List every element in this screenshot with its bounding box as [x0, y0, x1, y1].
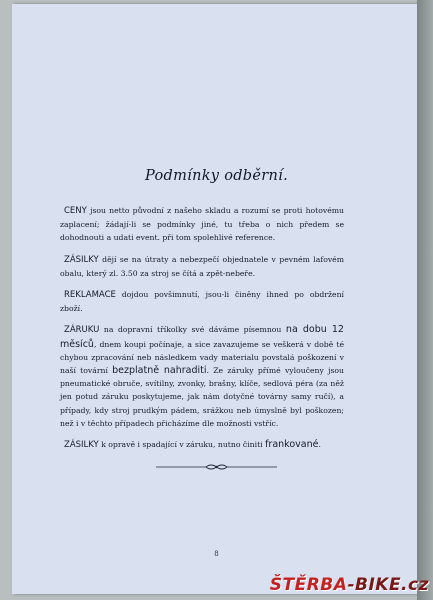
paragraph-reklamace	[60, 288, 344, 315]
page-number: 8	[214, 550, 219, 558]
paragraph-zaruku	[60, 323, 344, 430]
ornament-divider	[0, 462, 433, 472]
paragraph-text: na dopravní tříkolky své dáváme písemnou	[99, 325, 286, 335]
paragraph-zasilky-oprava	[60, 438, 344, 452]
paragraph-text: dějí se na útraty a nebezpečí objednatele v pevném lafovém obalu, který zl. 3.50 za stroj se čítá a zpět-nebeře.	[60, 254, 344, 278]
lead-word: CENY	[64, 206, 87, 216]
emphasis-text: na dobu 12 měsíců	[60, 324, 344, 350]
lead-word: ZÁSILKY	[64, 254, 99, 265]
page-edge-shadow	[417, 0, 433, 600]
emphasis-text: bezplatně nahraditi	[112, 365, 207, 377]
lead-word: REKLAMACE	[64, 290, 116, 301]
lead-word: ZÁSILKY	[64, 440, 99, 451]
paragraph-ceny	[60, 204, 344, 245]
paragraph-zasilky	[60, 253, 344, 280]
paragraph-text: .	[318, 440, 321, 450]
watermark-logo	[270, 575, 429, 595]
paragraph-text: . Ze záruky přímé vyloučeny jsou pneumatické obruče, svítilny, zvonky, brašny, klíče, sedlová péra (za něž jen potud záruku poskytujeme, jak nám dotyčné továrny samy ručí), a případy, kdy stroj prudkým pádem, srážkou neb úmyslně byl poškozen; než i v těchto případech přicházíme dle možnosti vstříc.	[60, 366, 344, 428]
paragraph-text: dojdou povšimnutí, jsou-li činěny ihned po obdržení zboží.	[60, 290, 344, 314]
paragraph-text: jsou netto původní z našeho skladu a rozumí se proti hotovému zaplacení; žádají-li se podmínky jiné, tu třeba o nich předem se dohodnouti a udati event. při tom spolehlivé reference.	[60, 206, 344, 243]
paragraph-text: , dnem koupi počínaje, a sice zavazujeme se veškerá v době té chybou zpracování neb následkem vady materialu povstalá poškození v naší tovární	[60, 339, 344, 376]
watermark-brand: ŠTĚRBA	[269, 575, 348, 595]
watermark-domain: -BIKE.cz	[347, 575, 429, 595]
page-title: Podmínky odběrní.	[145, 168, 288, 184]
emphasis-text: frankované	[265, 439, 319, 451]
lead-word: ZÁRUKU	[64, 325, 100, 336]
paragraph-text: k opravě i spadající v záruku, nutno činiti	[98, 440, 266, 450]
terms-text	[60, 204, 344, 452]
